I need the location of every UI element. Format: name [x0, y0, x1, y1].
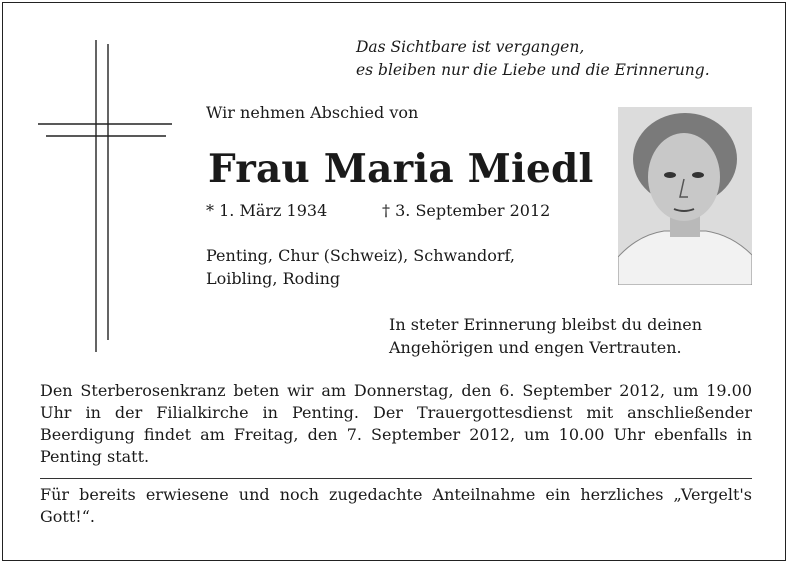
deceased-name: Frau Maria Miedl	[208, 146, 594, 192]
divider	[40, 478, 752, 479]
birth-date: * 1. März 1934	[206, 201, 328, 220]
life-dates	[206, 201, 551, 220]
thanks-text: Für bereits erwiesene und noch zugedachte Anteilnahme ein herzliches „Vergelt's Gott!“.	[40, 485, 752, 526]
portrait-photo	[618, 107, 752, 285]
motto-line-2: es bleiben nur die Liebe und die Erinnerung.	[356, 61, 710, 79]
service-text: Den Sterberosenkranz beten wir am Donnerstag, den 6. September 2012, um 19.00 Uhr in der Filialkirche in Penting. Der Trauergottesdienst mit anschließender Beerdigung findet am Freitag, den 7. September 2012, um 10.00 Uhr ebenfalls in Penting statt.	[40, 381, 752, 466]
memory-line-2: Angehörigen und engen Vertrauten.	[389, 338, 682, 357]
places-line-2: Loibling, Roding	[206, 269, 341, 288]
places-line-1: Penting, Chur (Schweiz), Schwandorf,	[206, 246, 515, 265]
motto-line-1: Das Sichtbare ist vergangen,	[356, 38, 585, 56]
motto	[356, 36, 710, 82]
memory-line-1: In steter Erinnerung bleibst du deinen	[389, 315, 703, 334]
cross-icon	[38, 40, 172, 352]
intro-text: Wir nehmen Abschied von	[206, 103, 419, 122]
memory-text	[389, 313, 759, 359]
death-date: † 3. September 2012	[382, 201, 551, 220]
places	[206, 244, 590, 290]
portrait-image	[618, 107, 752, 285]
